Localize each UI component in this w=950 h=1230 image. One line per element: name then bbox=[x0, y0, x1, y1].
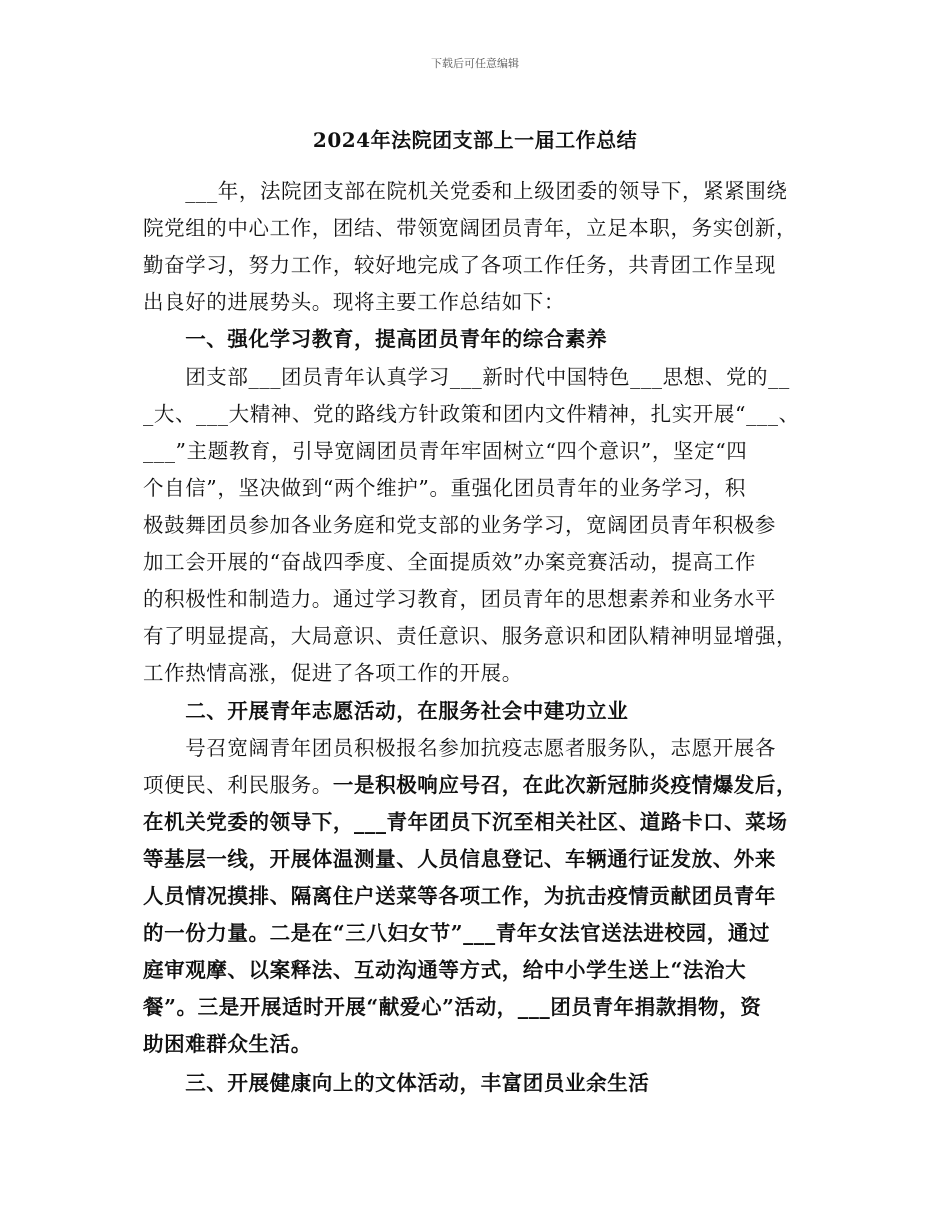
body-line-bold: 的一份力量。二是在“三八妇女节”___青年女法官送法进校园，通过 bbox=[143, 921, 771, 945]
body-line-bold: 等基层一线，开展体温测量、人员信息登记、车辆通行证发放、外来 bbox=[143, 847, 776, 871]
page-title: 2024年法院团支部上一届工作总结 bbox=[312, 128, 638, 152]
section-heading-2: 二、开展青年志愿活动，在服务社会中建功立业 bbox=[143, 699, 629, 723]
section-heading-1: 一、强化学习教育，提高团员青年的综合素养 bbox=[143, 327, 608, 351]
header-note: 下载后可任意编辑 bbox=[431, 57, 519, 70]
body-line: 出良好的进展势头。现将主要工作总结如下： bbox=[143, 290, 565, 314]
body-line: 的积极性和制造力。通过学习教育，团员青年的思想素养和业务水平 bbox=[143, 587, 776, 611]
body-line: 号召宽阔青年团员积极报名参加抗疫志愿者服务队，志愿开展各 bbox=[143, 736, 776, 760]
body-line: _大、___大精神、党的路线方针政策和团内文件精神，扎实开展“___、 bbox=[143, 402, 800, 426]
body-line-bold: 餐”。三是开展适时开展“献爱心”活动，___团员青年捐款捐物，资 bbox=[143, 995, 762, 1019]
body-line-bold: 庭审观摩、以案释法、互动沟通等方式，给中小学生送上“法治大 bbox=[143, 958, 747, 982]
body-line: 团支部___团员青年认真学习___新时代中国特色___思想、党的__ bbox=[143, 365, 790, 389]
body-line: 极鼓舞团员参加各业务庭和党支部的业务学习，宽阔团员青年积极参 bbox=[143, 513, 776, 537]
body-line-bold: 助困难群众生活。 bbox=[143, 1032, 312, 1056]
body-line-bold: 人员情况摸排、隔离住户送菜等各项工作，为抗击疫情贡献团员青年 bbox=[143, 884, 776, 908]
body-line: 工作热情高涨，促进了各项工作的开展。 bbox=[143, 661, 523, 685]
body-line: 项便民、利民服务。一是积极响应号召，在此次新冠肺炎疫情爆发后， bbox=[143, 773, 798, 797]
body-line: 加工会开展的“奋战四季度、全面提质效”办案竞赛活动，提高工作 bbox=[143, 550, 756, 574]
body-line-bold: 在机关党委的领导下，___青年团员下沉至相关社区、道路卡口、菜场 bbox=[143, 810, 788, 834]
body-line: ___年，法院团支部在院机关党委和上级团委的领导下，紧紧围绕 bbox=[143, 179, 788, 203]
body-line: 院党组的中心工作，团结、带领宽阔团员青年，立足本职，务实创新， bbox=[143, 216, 798, 240]
body-line: ___”主题教育，引导宽阔团员青年牢固树立“四个意识”，坚定“四 bbox=[143, 439, 748, 463]
section-heading-3: 三、开展健康向上的文体活动，丰富团员业余生活 bbox=[143, 1071, 650, 1095]
body-line: 有了明显提高，大局意识、责任意识、服务意识和团队精神明显增强， bbox=[143, 624, 798, 648]
body-line: 个自信”，坚决做到“两个维护”。重强化团员青年的业务学习，积 bbox=[143, 476, 746, 500]
body-line: 勤奋学习，努力工作，较好地完成了各项工作任务，共青团工作呈现 bbox=[143, 253, 776, 277]
